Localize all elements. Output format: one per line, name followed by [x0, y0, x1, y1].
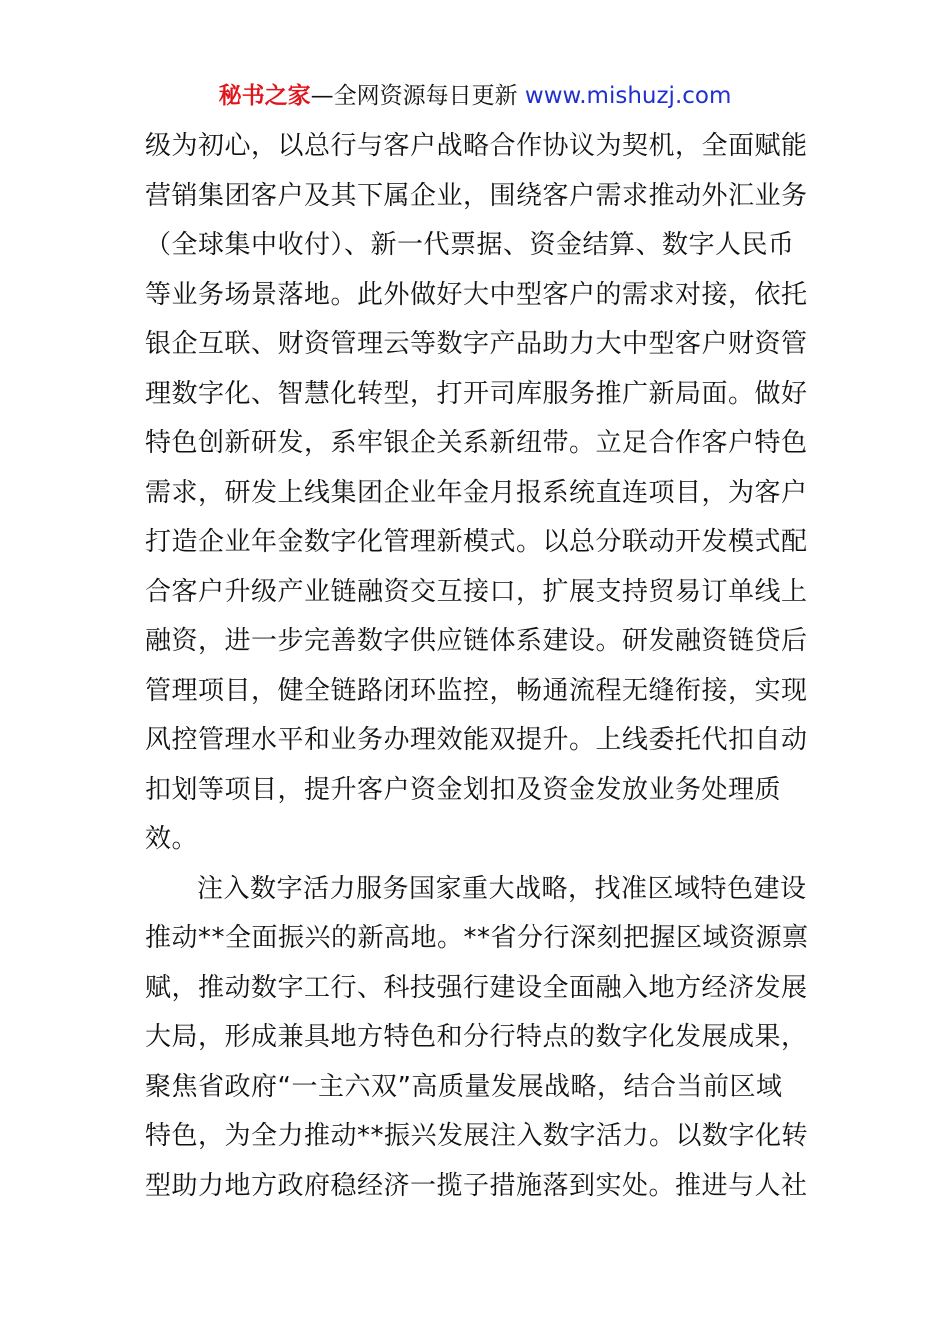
text-line: 型助力地方政府稳经济一揽子措施落到实处。推进与人社: [145, 1170, 808, 1201]
page-header: [0, 80, 950, 112]
text-line: 聚焦省政府“一主六双”高质量发展战略，结合当前区域: [145, 1071, 783, 1102]
text-line: 需求，研发上线集团企业年金月报系统直连项目，为客户: [145, 477, 808, 508]
text-line: 等业务场景落地。此外做好大中型客户的需求对接，依托: [145, 279, 808, 310]
text-line: 融资，进一步完善数字供应链体系建设。研发融资链贷后: [145, 626, 808, 656]
text-line: 推动**全面振兴的新高地。**省分行深刻把握区域资源禀: [145, 923, 809, 953]
text-line-indented: 注入数字活力服务国家重大战略，找准区域特色建设: [197, 873, 807, 904]
text-line: 管理项目，健全链路闭环监控，畅通流程无缝衔接，实现: [145, 675, 808, 706]
text-line: 扣划等项目，提升客户资金划扣及资金发放业务处理质: [145, 774, 782, 805]
text-line: 风控管理水平和业务办理效能双提升。上线委托代扣自动: [145, 725, 808, 755]
text-line: 特色，为全力推动**振兴发展注入数字活力。以数字化转: [145, 1121, 809, 1151]
header-url-link[interactable]: www.mishuzj.com: [524, 83, 732, 109]
brand-name: 秘书之家: [218, 83, 311, 109]
text-line: 合客户升级产业链融资交互接口，扩展支持贸易订单线上: [145, 576, 808, 607]
paragraph-2: [145, 865, 810, 1212]
text-line: 赋，推动数字工行、科技强行建设全面融入地方经济发展: [145, 972, 808, 1003]
document-body: [145, 122, 810, 1211]
text-line: 营销集团客户及其下属企业，围绕客户需求推动外汇业务: [145, 180, 808, 211]
text-line: 大局，形成兼具地方特色和分行特点的数字化发展成果，: [145, 1022, 808, 1052]
paragraph-1: [145, 122, 810, 865]
text-line: 理数字化、智慧化转型，打开司库服务推广新局面。做好: [145, 378, 808, 409]
header-tagline: —全网资源每日更新: [310, 83, 518, 109]
text-line: 效。: [145, 824, 199, 854]
text-line: （全球集中收付）、新一代票据、资金结算、数字人民币: [145, 230, 795, 260]
text-line: 打造企业年金数字化管理新模式。以总分联动开发模式配: [145, 527, 808, 557]
text-line: 级为初心，以总行与客户战略合作协议为契机，全面赋能: [145, 131, 808, 161]
text-line: 特色创新研发，系牢银企关系新纽带。立足合作客户特色: [145, 428, 808, 458]
text-line: 银企互联、财资管理云等数字产品助力大中型客户财资管: [145, 329, 808, 359]
